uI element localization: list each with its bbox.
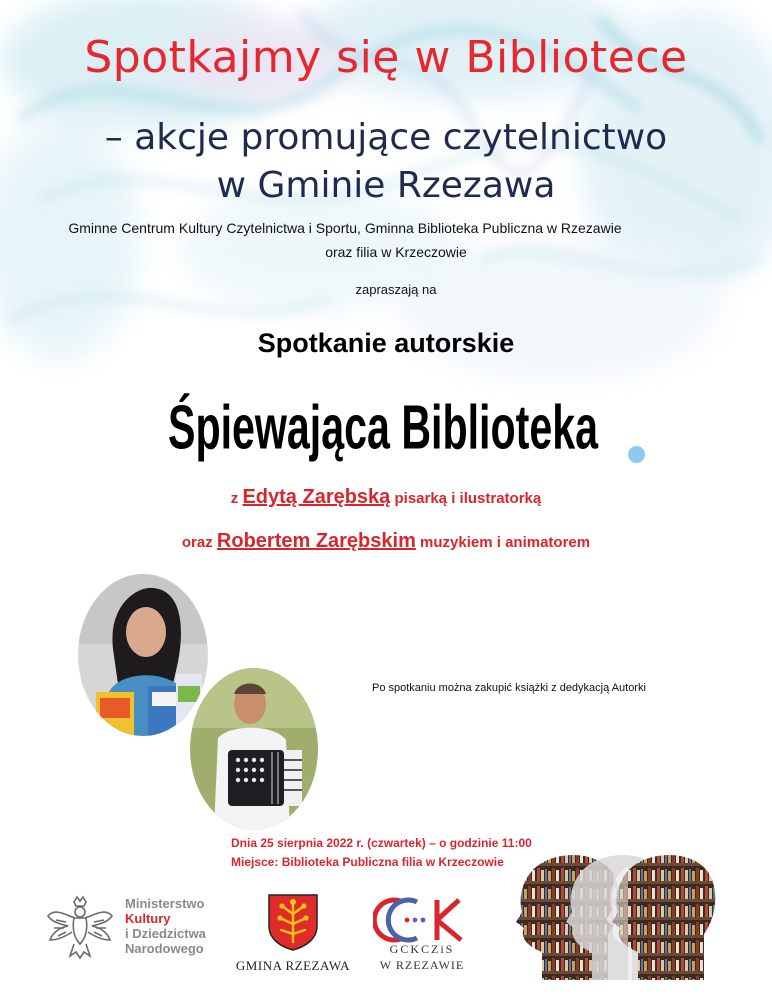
- poster-subtitle-line1: – akcje promujące czytelnictwo: [104, 117, 668, 158]
- guest-musician-line: [0, 530, 772, 553]
- guest1-role: pisarką i ilustratorką: [394, 490, 542, 507]
- ministry-line2: Kultury: [125, 911, 171, 926]
- gck-label-line2: W RZEZAWIE: [379, 958, 465, 972]
- guest2-prefix: oraz: [181, 534, 213, 551]
- guest-author-line: [0, 486, 772, 509]
- ministry-line1: Ministerstwo: [125, 896, 205, 911]
- poster-subtitle-line2: w Gminie Rzezawa: [216, 165, 556, 206]
- guest1-name: Edytą Zarębską: [242, 486, 391, 508]
- heads-bookshelf-illustration: [512, 848, 752, 980]
- polish-eagle-icon: [44, 894, 116, 962]
- poster-title: Spotkajmy się w Bibliotece: [84, 32, 688, 83]
- book-purchase-note: Po spotkaniu można zakupić książki z dedykacją Autorki: [372, 682, 646, 694]
- event-name: Śpiewająca Biblioteka: [168, 392, 599, 463]
- decorative-dot: [628, 446, 645, 463]
- event-type: Spotkanie autorskie: [257, 328, 515, 358]
- ministry-logo-text: [125, 896, 206, 956]
- event-place: Miejsce: Biblioteka Publiczna filia w Krzeczowie: [231, 855, 504, 869]
- author-photo: [78, 574, 208, 736]
- musician-photo: [190, 668, 318, 830]
- guest1-prefix: z: [230, 490, 239, 507]
- gmina-coat-of-arms-icon: [266, 892, 320, 952]
- event-date: Dnia 25 sierpnia 2022 r. (czwartek) – o godzinie 11:00: [231, 836, 532, 850]
- invitation-text: zapraszają na: [355, 282, 437, 297]
- ministry-line4: Narodowego: [125, 941, 204, 956]
- guest2-role: muzykiem i animatorem: [420, 534, 591, 551]
- organizers-line2: oraz filia w Krzeczowie: [325, 244, 467, 260]
- gmina-label: GMINA RZEZAWA: [235, 958, 351, 973]
- gck-label-line1: GCKCZiS: [389, 942, 455, 956]
- event-name-artwork: [160, 378, 620, 473]
- guest2-name: Robertem Zarębskim: [216, 530, 416, 552]
- gck-logo-icon: [373, 890, 473, 950]
- organizers-line1: Gminne Centrum Kultury Czytelnictwa i Sportu, Gminna Biblioteka Publiczna w Rzezawie: [68, 220, 622, 236]
- ministry-line3: i Dziedzictwa: [125, 926, 206, 941]
